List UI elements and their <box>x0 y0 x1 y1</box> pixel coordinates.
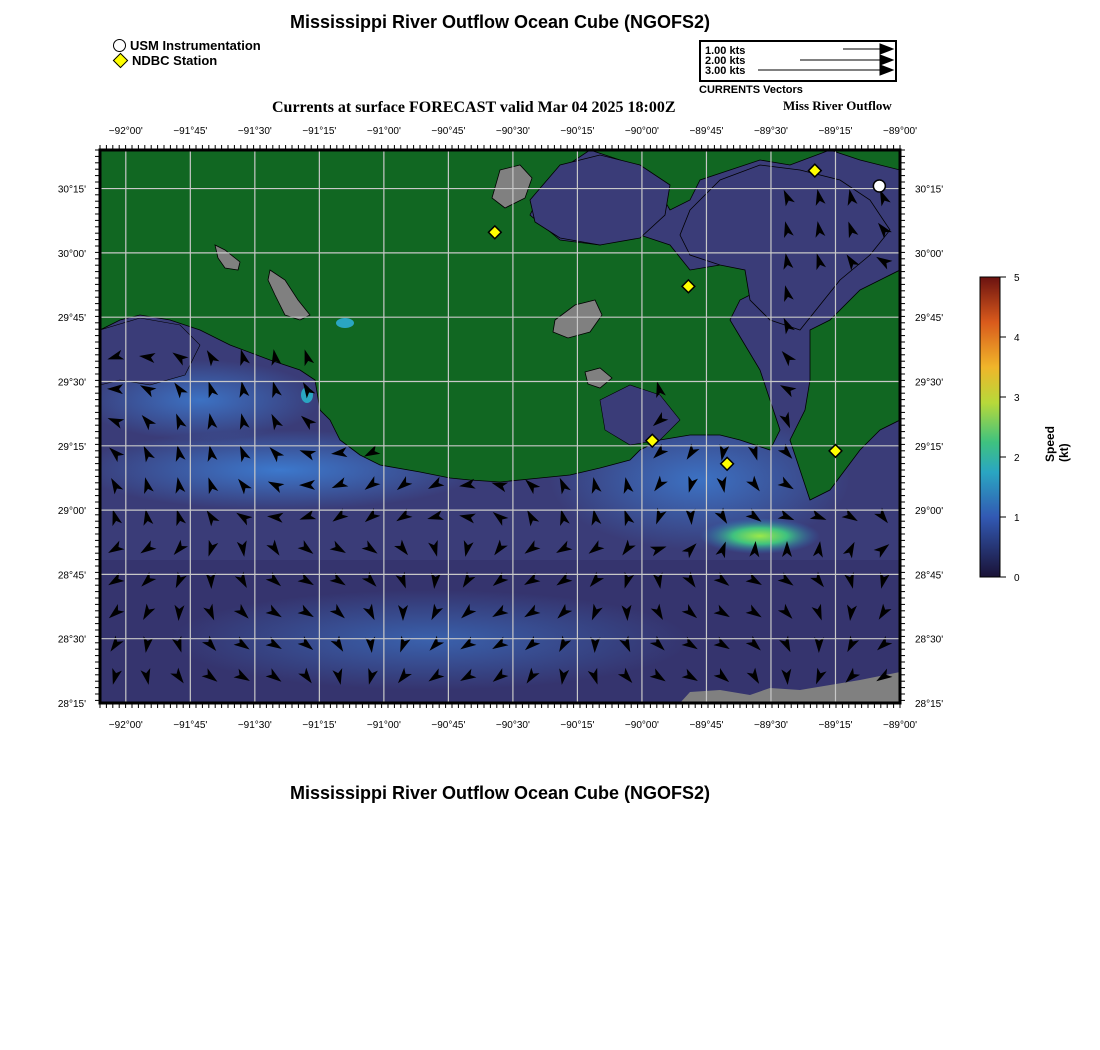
lon-tick-label: −92°00' <box>108 126 143 137</box>
vector-legend-2: 2.00 kts <box>705 55 746 67</box>
colorbar-tick-label: 2 <box>1014 453 1020 464</box>
lon-tick-label: −91°45' <box>173 720 208 731</box>
colorbar-ticks <box>1000 273 1020 584</box>
colorbar-tick-label: 4 <box>1014 333 1020 344</box>
lon-tick-label: −89°00' <box>883 126 917 137</box>
map-title: Mississippi River Outflow Ocean Cube (NGOFS2) <box>289 12 711 32</box>
lat-tick-label: 28°30' <box>915 634 944 646</box>
colorbar-tick-label: 1 <box>1014 513 1020 524</box>
lon-tick-label: −90°15' <box>560 720 595 731</box>
lon-tick-label: −90°00' <box>624 720 659 731</box>
lon-tick-label: −91°15' <box>302 126 337 137</box>
vector-legend-title: CURRENTS Vectors <box>699 84 803 96</box>
colorbar-tick-label: 3 <box>1014 393 1020 404</box>
lat-tick-label: 29°30' <box>915 377 944 389</box>
lat-tick-label: 29°00' <box>915 506 944 518</box>
lat-tick-label: 30°15' <box>57 184 86 196</box>
lat-tick-label: 28°30' <box>57 634 86 646</box>
lon-ticks-top <box>109 126 917 137</box>
lon-tick-label: −89°30' <box>753 720 788 731</box>
lon-tick-label: −91°00' <box>366 720 401 731</box>
lat-ticks-left <box>58 185 86 710</box>
lat-tick-label: 29°15' <box>915 441 944 453</box>
lat-tick-label: 29°45' <box>57 313 86 325</box>
map-title-bottom: Mississippi River Outflow Ocean Cube (NGOFS2) <box>289 783 711 803</box>
lon-tick-label: −89°00' <box>883 720 917 731</box>
lon-tick-label: −91°30' <box>237 720 272 731</box>
colorbar-tick-label: 5 <box>1014 273 1020 284</box>
vector-legend-arrows <box>758 44 893 75</box>
lat-tick-label: 28°15' <box>57 699 86 710</box>
lon-tick-label: −90°15' <box>560 126 595 137</box>
lon-ticks-bottom <box>109 720 917 731</box>
lon-tick-label: −91°00' <box>366 126 401 137</box>
lat-tick-label: 29°00' <box>57 506 86 518</box>
lat-tick-label: 29°30' <box>57 377 86 389</box>
lat-tick-label: 30°15' <box>915 184 944 196</box>
river-plume <box>700 518 820 554</box>
lon-tick-label: −91°45' <box>173 126 208 137</box>
lat-tick-label: 30°00' <box>57 248 86 260</box>
lon-tick-label: −89°15' <box>818 126 853 137</box>
colorbar-label: Speed (kt) <box>1043 425 1071 462</box>
lon-tick-label: −89°15' <box>818 720 853 731</box>
lon-tick-label: −91°30' <box>237 126 272 137</box>
lat-tick-label: 28°15' <box>915 699 944 710</box>
lon-tick-label: −92°00' <box>108 720 143 731</box>
current-band <box>170 590 690 690</box>
lat-tick-label: 28°45' <box>915 570 944 582</box>
lon-tick-label: −89°45' <box>689 126 724 137</box>
region-label: Miss River Outflow <box>783 98 892 113</box>
river-plume <box>336 318 354 328</box>
lon-tick-label: −91°15' <box>302 720 337 731</box>
colorbar <box>980 277 1000 577</box>
colorbar-tick-label: 0 <box>1014 573 1020 584</box>
lat-tick-label: 29°15' <box>57 441 86 453</box>
lon-tick-label: −90°45' <box>431 720 466 731</box>
lon-tick-label: −90°00' <box>624 126 659 137</box>
lon-tick-label: −89°45' <box>689 720 724 731</box>
lon-tick-label: −89°30' <box>753 126 788 137</box>
vector-legend-3: 3.00 kts <box>705 65 746 77</box>
lon-tick-label: −90°45' <box>431 126 466 137</box>
lat-tick-label: 29°45' <box>915 313 944 325</box>
legend-ndbc-label: NDBC Station <box>132 53 218 68</box>
lat-tick-label: 30°00' <box>915 248 944 260</box>
legend-usm-label: USM Instrumentation <box>130 38 261 53</box>
usm-station-marker[interactable] <box>873 180 885 192</box>
lat-ticks-right <box>915 185 943 710</box>
forecast-subtitle: Currents at surface FORECAST valid Mar 04 2025 18:00Z <box>272 99 676 116</box>
lon-tick-label: −90°30' <box>495 720 530 731</box>
lon-tick-label: −90°30' <box>495 126 530 137</box>
vector-legend-1: 1.00 kts <box>705 45 746 57</box>
lat-tick-label: 28°45' <box>57 570 86 582</box>
